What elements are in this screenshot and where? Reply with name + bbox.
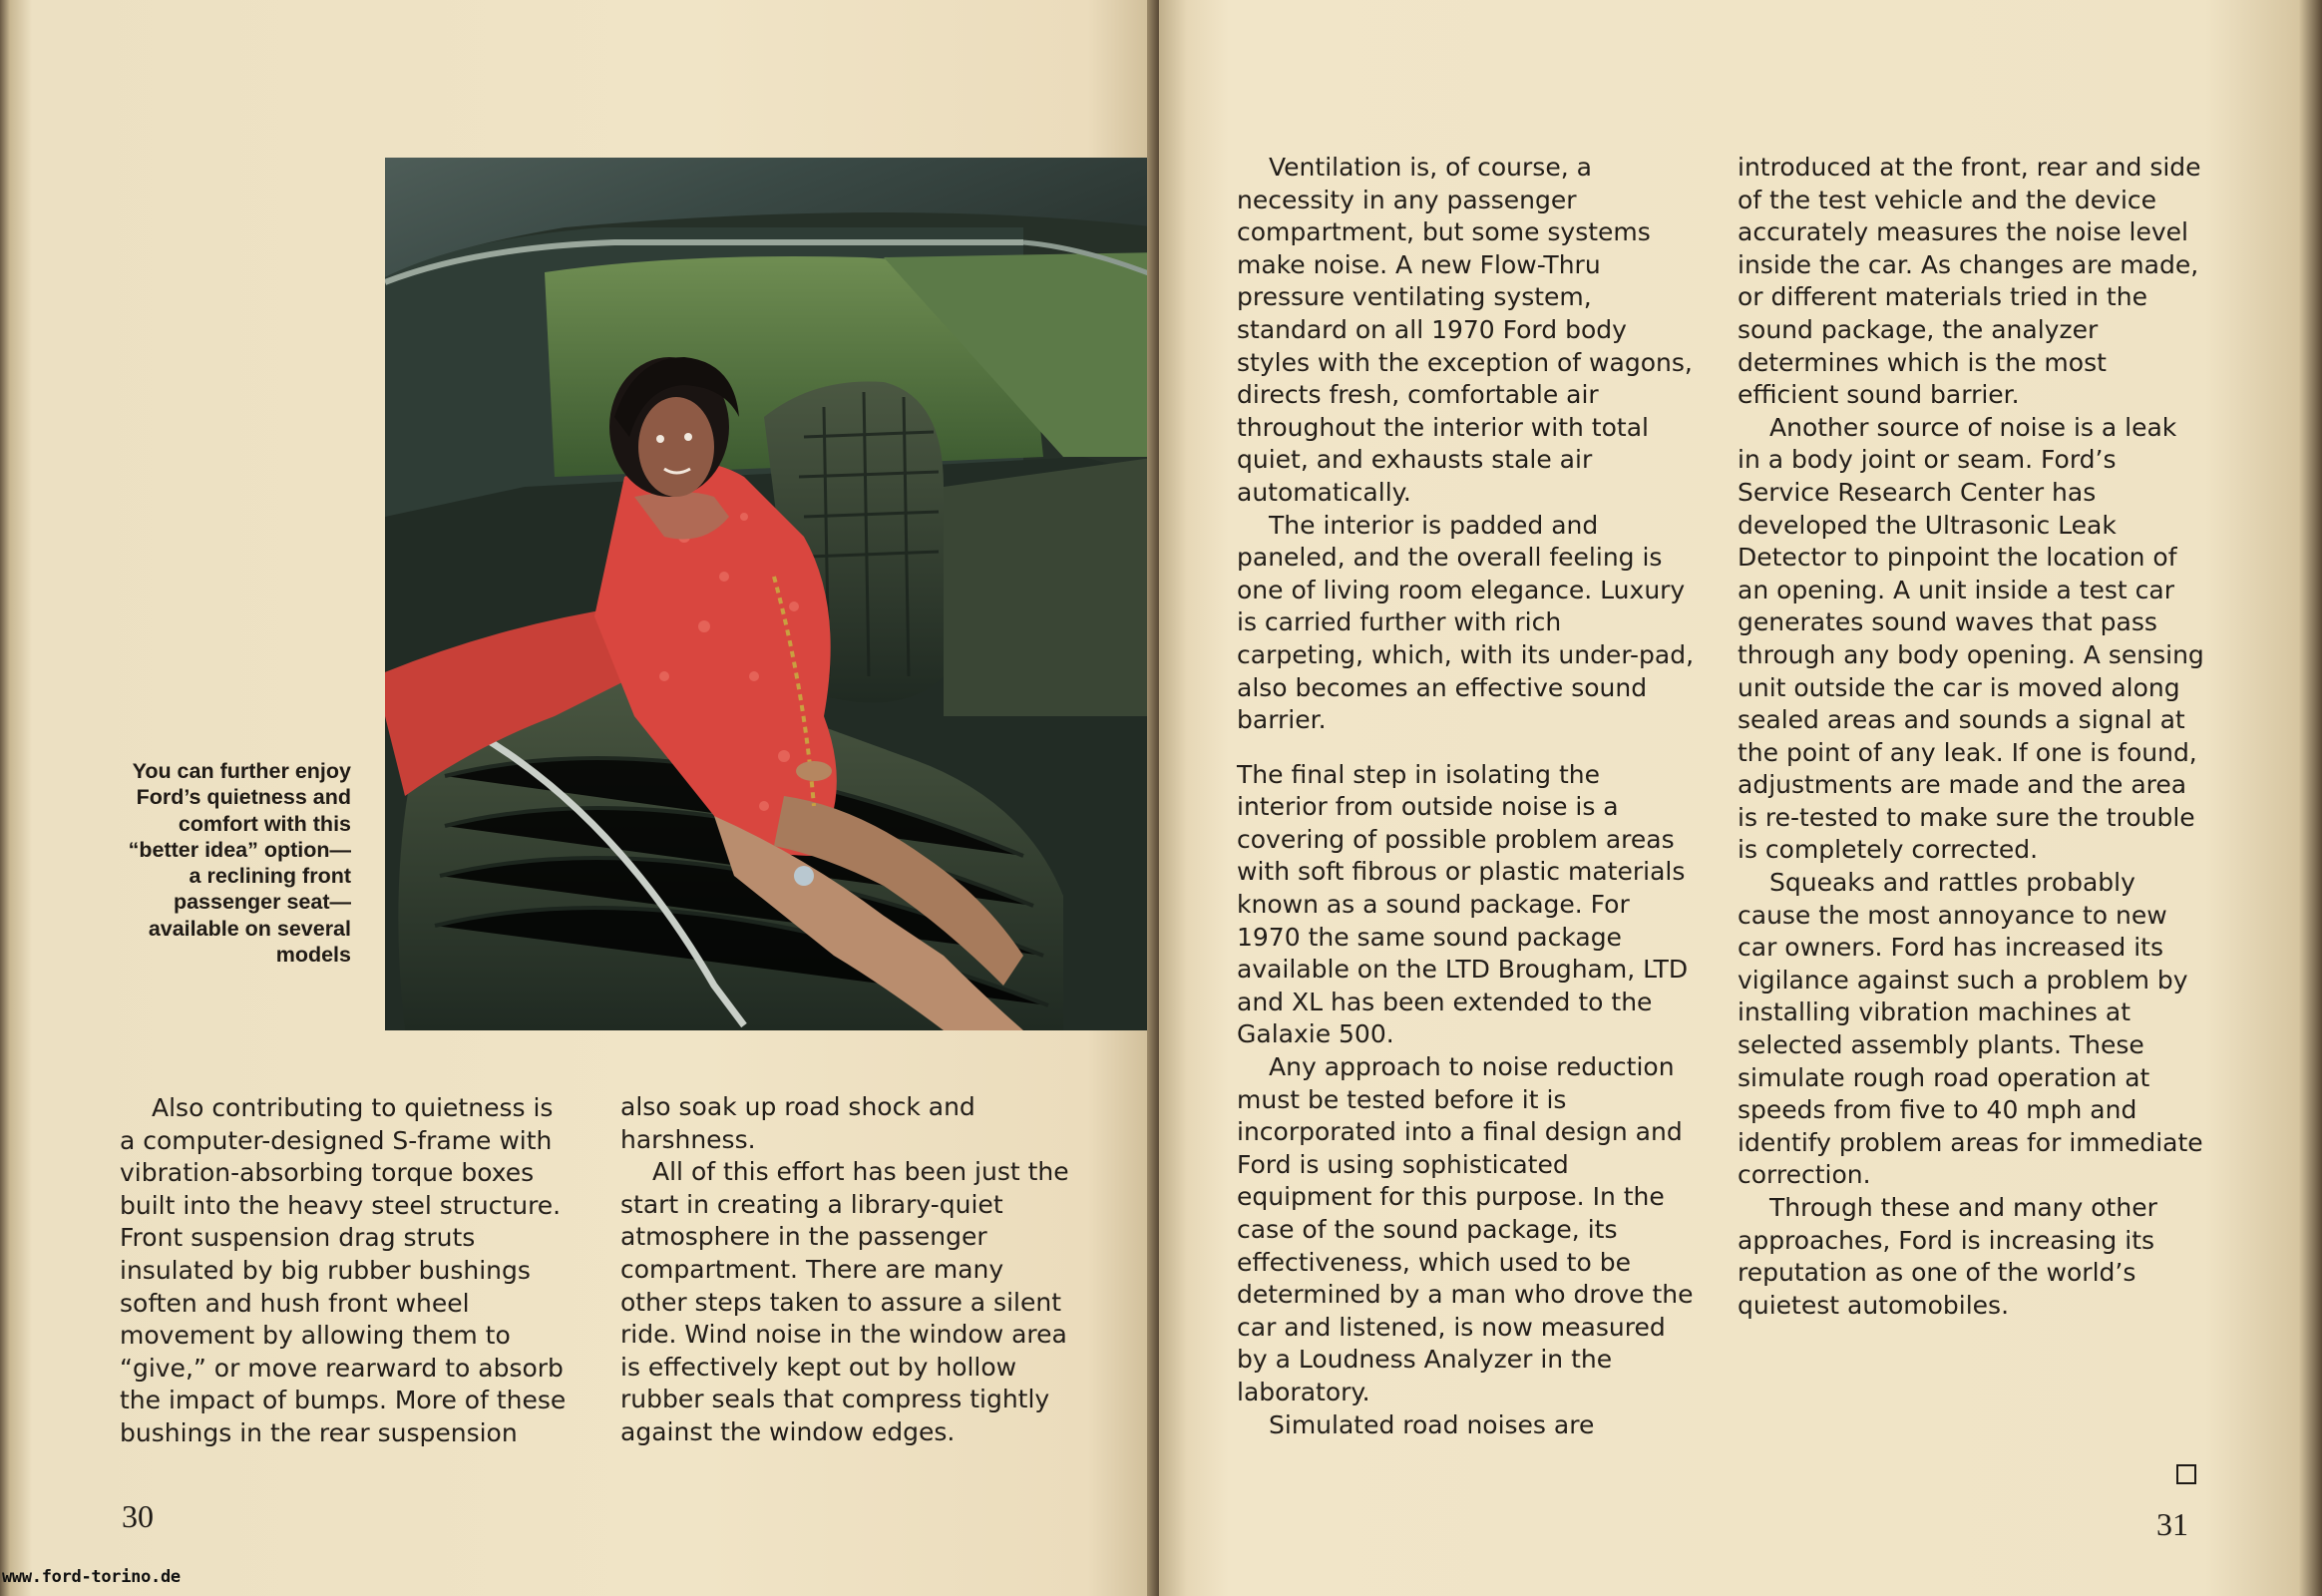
right-page <box>1159 0 2322 1596</box>
paragraph: The interior is padded and paneled, and the overall feeling is one of living room elegance. Luxury is carried further with rich carpeting, which, with its under-pad, also becomes an effective sound barrier. <box>1237 510 1695 735</box>
watermark: www.ford-torino.de <box>2 1567 181 1587</box>
paragraph: All of this effort has been just the start in creating a library-quiet atmosphere in the passenger compartment. There are many other steps taken to assure a silent ride. Wind noise in the window area is effectively kept out by hollow rubber seals that compress tightly against the window edges. <box>620 1157 1069 1446</box>
photo-woman-reclining-car-seat <box>385 158 1159 1030</box>
section-lead-paragraph: The final step in isolating the interior from outside noise is a covering of possible problem areas with soft fibrous or plastic materials known as a sound package. For 1970 the same sound package available on the LTD Brougham, LTD and XL has been extended to the Galaxie 500. <box>1237 759 1689 1049</box>
page-number-right: 31 <box>2156 1506 2188 1542</box>
text-column-4 <box>1738 152 2206 1322</box>
paragraph: Through these and many other approaches, Ford is increasing its reputation as one of the world’s quietest automobiles. <box>1738 1193 2157 1320</box>
paragraph: introduced at the front, rear and side of the test vehicle and the device accurately measures the noise level inside the car. As changes are made, or different materials tried in the sound package, the analyzer determines which is the most efficient sound barrier. <box>1738 153 2201 410</box>
text-column-3 <box>1237 152 1696 1441</box>
paragraph: Another source of noise is a leak in a body joint or seam. Ford’s Service Research Center has developed the Ultrasonic Leak Detector to pinpoint the location of an opening. A unit inside a test car generates sound waves that pass through any body opening. A sensing unit outside the car is moved along sealed areas and sounds a signal at the point of any leak. If one is found, adjustments are made and the area is re-tested to make sure the trouble is completely corrected. <box>1738 412 2204 865</box>
text-column-2 <box>620 1091 1069 1449</box>
paragraph: Ventilation is, of course, a necessity in any passenger compartment, but some systems make noise. A new Flow-Thru pressure ventilating system, standard on all 1970 Ford body styles with the exception of wagons, directs fresh, comfortable air throughout the interior with total quiet, and exhausts stale air automatically. <box>1237 153 1693 507</box>
text-column-1 <box>120 1092 575 1450</box>
paragraph: Any approach to noise reduction must be tested before it is incorporated into a final design and Ford is using sophisticated equipment for this purpose. In the case of the sound package, its effectiveness, which used to be determined by a man who drove the car and listened, is now measured by a Loudness Analyzer in the laboratory. <box>1237 1052 1694 1406</box>
end-of-article-square-icon <box>2176 1464 2196 1484</box>
paragraph: Also contributing to quietness is a computer-designed S-frame with vibration-absorbing torque boxes built into the heavy steel structure. Front suspension drag struts insulated by big rubber bushings soften and hush front wheel movement by allowing them to “give,” or move rearward to absorb the impact of bumps. More of these bushings in the rear suspension <box>120 1093 567 1447</box>
page-number-left: 30 <box>122 1498 154 1534</box>
paragraph: Squeaks and rattles probably cause the most annoyance to new car owners. Ford has increased its vigilance against such a problem by installing vibration machines at selected assembly plants. These simulate rough road operation at speeds from five to 40 mph and identify problem areas for immediate correction. <box>1738 868 2203 1190</box>
left-page <box>0 0 1157 1596</box>
photo-caption: You can further enjoy Ford’s quietness and comfort with this “better idea” option— a reclining front passenger seat—available on several models <box>128 759 351 968</box>
paragraph: also soak up road shock and harshness. <box>620 1092 975 1154</box>
paragraph: Simulated road noises are <box>1269 1409 1595 1439</box>
photo-illustration <box>385 158 1159 1030</box>
